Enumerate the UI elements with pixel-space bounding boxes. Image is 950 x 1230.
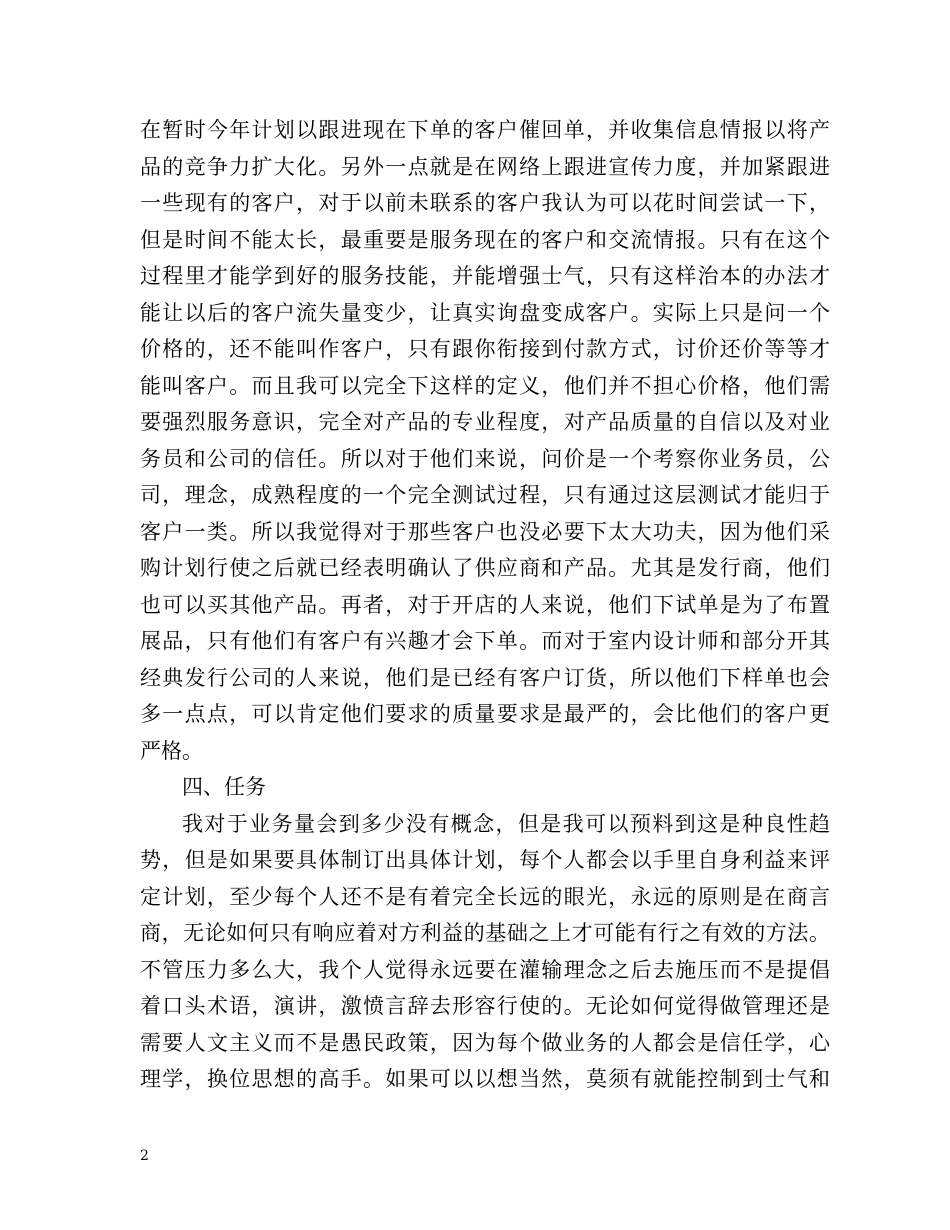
- text-line: 经典发行公司的人来说，他们是已经有客户订货，所以他们下样单也会: [140, 665, 830, 690]
- text-line: 不管压力多么大，我个人觉得永远要在灌输理念之后去施压而不是提倡: [140, 957, 830, 982]
- text-line: 客户一类。所以我觉得对于那些客户也没必要下太大功夫，因为他们采: [140, 519, 830, 544]
- text-line: 品的竞争力扩大化。另外一点就是在网络上跟进宣传力度，并加紧跟进: [140, 154, 830, 179]
- text-line: 也可以买其他产品。再者，对于开店的人来说，他们下试单是为了布置: [140, 592, 830, 617]
- text-line: 势，但是如果要具体制订出具体计划，每个人都会以手里自身利益来评: [140, 848, 830, 872]
- text-line: 着口头术语，演讲，激愤言辞去形容行使的。无论如何觉得做管理还是: [140, 994, 830, 1018]
- page-number: 2: [140, 1148, 149, 1164]
- text-line: 多一点点，可以肯定他们要求的质量要求是最严的，会比他们的客户更: [140, 702, 830, 726]
- text-line: 我对于业务量会到多少没有概念，但是我可以预料到这是种良性趋: [182, 811, 830, 836]
- text-line: 展品，只有他们有客户有兴趣才会下单。而对于室内设计师和部分开其: [140, 629, 830, 653]
- text-line: 要强烈服务意识，完全对产品的专业程度，对产品质量的自信以及对业: [140, 410, 830, 434]
- text-line: 严格。: [140, 738, 203, 763]
- text-line: 司，理念，成熟程度的一个完全测试过程，只有通过这层测试才能归于: [140, 483, 830, 507]
- text-line: 能叫客户。而且我可以完全下这样的定义，他们并不担心价格，他们需: [140, 373, 830, 398]
- text-line: 在暂时今年计划以跟进现在下单的客户催回单，并收集信息情报以将产: [140, 118, 830, 142]
- section-heading: 四、任务: [182, 775, 266, 799]
- text-line: 能让以后的客户流失量变少，让真实询盘变成客户。实际上只是问一个: [140, 300, 830, 325]
- text-line: 一些现有的客户，对于以前未联系的客户我认为可以花时间尝试一下，: [140, 191, 830, 215]
- body-text: [140, 112, 830, 1098]
- text-line: 价格的，还不能叫作客户，只有跟你衔接到付款方式，讨价还价等等才: [140, 337, 830, 361]
- text-line: 需要人文主义而不是愚民政策，因为每个做业务的人都会是信任学，心: [140, 1030, 830, 1055]
- text-line: 过程里才能学到好的服务技能，并能增强士气，只有这样治本的办法才: [140, 264, 830, 288]
- text-line: 但是时间不能太长，最重要是服务现在的客户和交流情报。只有在这个: [140, 227, 830, 252]
- text-line: 务员和公司的信任。所以对于他们来说，问价是一个考察你业务员，公: [140, 446, 830, 471]
- text-line: 购计划行使之后就已经表明确认了供应商和产品。尤其是发行商，他们: [140, 556, 830, 580]
- text-line: 定计划，至少每个人还不是有着完全长远的眼光，永远的原则是在商言: [140, 884, 830, 909]
- text-line: 商，无论如何只有响应着对方利益的基础之上才可能有行之有效的方法。: [140, 921, 830, 945]
- text-line: 理学，换位思想的高手。如果可以以想当然，莫须有就能控制到士气和: [140, 1067, 830, 1091]
